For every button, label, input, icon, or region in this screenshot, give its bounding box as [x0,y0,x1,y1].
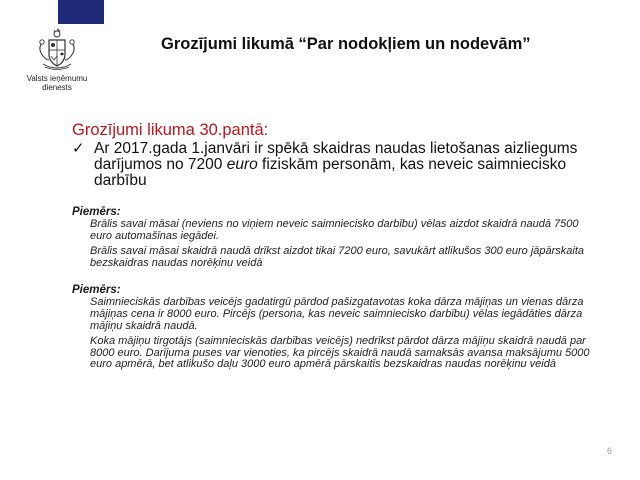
example-text: Brālis savai māsai skaidrā naudā drīkst aizdot tikai 7200 euro, savukārt atlikušos 300 euro jāpārskaita bezskaidras naudas norēķinu veidā [90,245,585,269]
vid-logo [14,28,100,108]
logo-text-line1: Valsts ieņēmumu [26,74,88,83]
bullet-text-part2: fiziskām personām, kas neveic saimniecisko darbību [94,156,567,189]
checkmark-icon: ✓ [72,140,85,157]
page-number: 6 [606,446,612,456]
bullet-text-accent: euro [226,156,258,173]
logo-text-line2: dienests [42,83,72,92]
example-block-2 [72,283,592,371]
example-text: Saimnieciskās darbības veicējs gadatirgū pārdod pašizgatavotas koka dārza mājiņas un vienas dārza mājiņas cena ir 8000 euro. Pircējs (persona, kas neveic saimniecisko darbību) vēlas iegādāties dārza mājiņu skaidrā naudā. [90,296,584,332]
example-block-1 [72,205,592,269]
section-heading: Grozījumi likuma 30.pantā: [72,121,269,139]
header-flag-block [58,0,104,24]
coat-of-arms-icon [35,28,79,72]
example-text: Koka mājiņu tirgotājs (saimnieciskās darbības veicējs) nedrīkst pārdot dārza mājiņu skaidrā naudā par 8000 euro. Darījuma puses var vienoties, ka pircējs skaidrā naudā samaksās avansa maksājumu 5000 euro apmērā, bet atlikušo daļu 3000 euro apmērā pārskaitīs bezskaidras naudas norēķinu veidā [90,335,590,371]
example-label: Piemērs: [72,206,121,218]
example-label: Piemērs: [72,284,121,297]
bullet-text [94,141,592,189]
slide-content [72,120,592,375]
bullet-item [72,141,592,189]
example-text: Brālis savai māsai (neviens no viņiem neveic saimniecisko darbību) vēlas aizdot skaidrā naudā 7500 euro automašīnas iegādei. [90,218,579,242]
slide-title: Grozījumi likumā “Par nodokļiem un nodevām” [161,35,531,53]
bullet-text-part1: Ar 2017.gada 1.janvāri ir spēkā skaidras naudas lietošanas aizliegums darījumos no 7200 [94,140,578,173]
